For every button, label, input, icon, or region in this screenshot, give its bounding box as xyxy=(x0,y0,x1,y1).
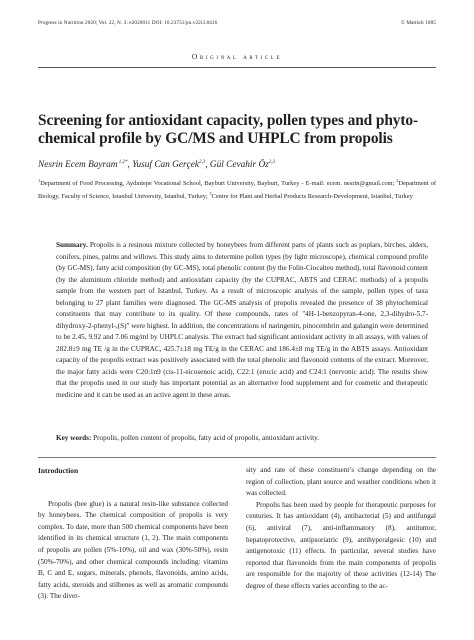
section-divider xyxy=(38,457,436,458)
author-list xyxy=(38,160,436,170)
body-paragraph: sity and rate of these constituent’s change depending on the region of collection, plant source and weather conditions when it was collected. xyxy=(246,466,436,498)
abstract-label: Summary. xyxy=(56,241,88,249)
affiliation-mark: 3 xyxy=(209,191,212,197)
running-header xyxy=(38,20,436,26)
author-name: Gül Cevahir Öz xyxy=(209,160,269,171)
author-name: Nesrin Ecem Bayram xyxy=(38,160,118,171)
author-name: Yusuf Can Gerçek xyxy=(132,160,199,171)
affiliation-1: Department of Food Processing, Aydıntepe Vocational School, Bayburt University, Bayburt, Turkey - E-mail: ecem. nesrin@gmail.com; xyxy=(40,180,397,188)
article-type-label: Original article xyxy=(191,52,283,61)
body-column-left xyxy=(38,465,228,603)
abstract-text: Propolis is a resinous mixture collected by honeybees from different parts of plants such as poplars, birches, alders, conifers, pines, palms and willows. This study aims to determine pollen types (by light microscope), chemical compound profile (by GC-MS), fatty acid composition (by GC-MS), total phenolic content (by the Folin-Ciocalteu method), total flavonoid content (by the aluminium chloride method) and antioxidant capacity (by the CUPRAC, ABTS and CERAC methods) of a propolis sample from the western part of Istanbul, Turkey. As a result of microscopic analysis of the sample, pollen types of taxa belonging to 27 plant families were diagnosed. The GC-MS analysis of propolis revealed the presence of 38 phytochemical constituents that may contribute to its quality. Of these compounds, rates of "4H-1-benzopyran-4-one, 2,3-dihydro-5,7-dihydroxy-2-phenyl-,(S)" were highest. In addition, the concentrations of naringenin, pinocembrin and galangin were determined to be 2.45, 9.92 and 7.06 mg/ml by UHPLC analysis. The extract had significant antioxidant activity in all assays, with values of 282.8±9 mg TE /g in the CUPRAC, 425.7±18 mg TE/g in the CERAC and 186.4±8 mg TE/g in the ABTS assays. Antioxidant capacity of the propolis extract was positively associated with the total phenolic and flavonoid contents of the extract. Moreover, the major fatty acids were C20:1n9 (cis-11-eicosenoic acid), C22:1 (erucic acid) and C24:1 (nervonic acid). The results show that the propolis used in our study has important potential as an alternative food supplement and for cosmetic and therapeutic medicine and it can be used as an active agent in these areas. xyxy=(56,241,428,399)
section-heading-introduction: Introduction xyxy=(38,466,79,475)
heading-spacer xyxy=(38,477,228,499)
keywords xyxy=(56,433,428,445)
author-affiliation-mark: 2,3 xyxy=(268,160,276,165)
keywords-label: Key words: xyxy=(56,434,92,442)
affiliation-3: Centre for Plant and Herbal Products Research-Development, Istanbul, Turkey xyxy=(211,193,413,201)
author-affiliation-mark: 2,3 xyxy=(199,160,206,165)
header-rule xyxy=(38,67,436,68)
journal-citation: Progress in Nutrition 2020; Vol. 22, N. 3: e2020011 DOI: 10.23751/pn.v22i3.8416 xyxy=(38,20,218,26)
affiliations xyxy=(38,176,436,203)
copyright-notice: © Mattioli 1885 xyxy=(400,20,436,26)
body-paragraph: Propolis (bee glue) is a natural resin-like substance collected by honeybees. The chemical composition of propolis is very complex. To date, more than 500 chemical components have been identified in its chemical structure (1, 2). The main components of propolis are pollen (5%-10%), oil and wax (30%-50%), resin (50%-70%), and other chemical compounds including: vitamins B, C and E, sugars, minerals, phenols, flavonoids, amino acids, fatty acids, steroids and stilbenes as well as aromatic compounds (3). The diver- xyxy=(38,499,228,601)
author-separator: , xyxy=(205,160,210,171)
abstract xyxy=(56,240,428,401)
affiliation-2: Department of Biology, Faculty of Science, Istanbul University, Istanbul, Turkey; xyxy=(38,180,436,201)
body-column-right xyxy=(246,465,436,593)
affiliation-mark: 2 xyxy=(396,178,399,183)
author-separator: , xyxy=(127,160,133,171)
author-affiliation-mark: 1,2* xyxy=(117,160,128,165)
keywords-text: Propolis, pollen content of propolis, fatty acid of propolis, antioxidant activity. xyxy=(91,434,320,442)
article-title: Screening for antioxidant capacity, pollen types and phyto-chemical profile by GC/MS and UHPLC from propolis xyxy=(38,112,419,148)
affiliation-mark: 1 xyxy=(38,178,41,183)
body-paragraph: Propolis has been used by people for therapeutic purposes for centuries. It has antioxidant (4), antibacterial (5) and antifungal (6), antiviral (7), anti-inflammatory (8), antitumor, hepatoprotective, antipsoriatric (9), antihyperalgesic (10) and antigenotoxic (11) effects. In particular, several studies have reported that flavonoids from the main components of propolis are responsible for the majority of these activities (12-14) The degree of these effects varies according to the ac- xyxy=(246,500,436,590)
